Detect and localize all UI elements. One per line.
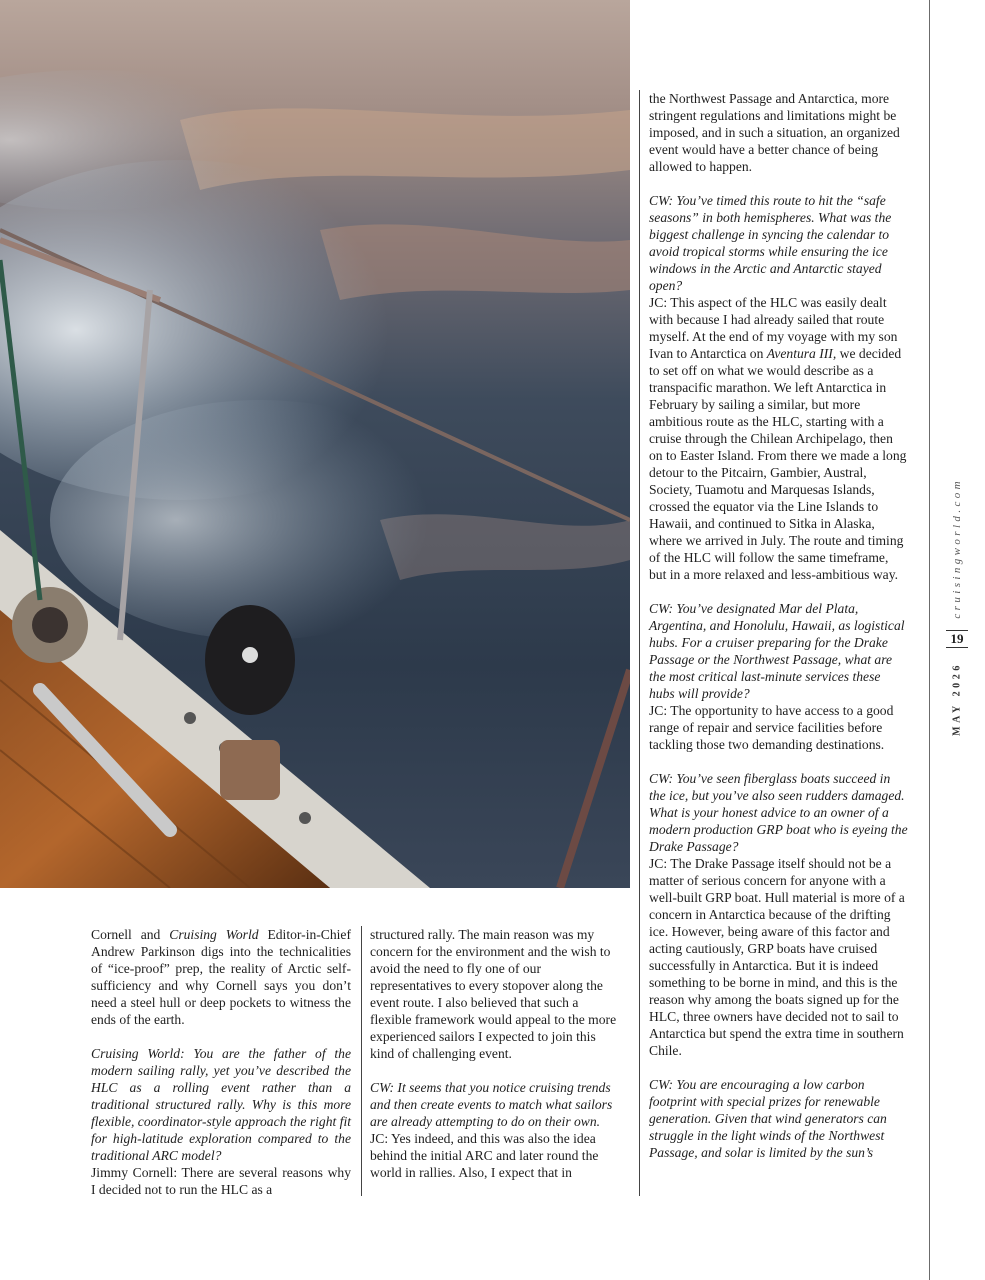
- intro-text: Cornell and: [91, 927, 170, 942]
- article-column-2: [370, 926, 623, 1181]
- hero-photo: [0, 0, 630, 888]
- website-url[interactable]: cruisingworld.com: [951, 478, 963, 619]
- issue-date: MAY 2026: [951, 662, 963, 736]
- page-folio: [940, 470, 974, 760]
- article-column-3: [649, 90, 909, 1161]
- question-4: CW: You’ve designated Mar del Plata, Argentina, and Honolulu, Hawaii, as logistical hubs. For a cruiser preparing for the Drake Passage or the Northwest Passage, what are the most critical last-minute services these hubs will provide?: [649, 601, 905, 701]
- question-1: Cruising World: You are the father of the modern sailing rally, yet you’ve described the HLC as a rolling event rather than a traditional structured rally. Why is this more flexible, coordinator-style approach the right fit for high-latitude exploration compared to the traditional ARC model?: [91, 1046, 351, 1163]
- sailboat-bow-wake-photo: [0, 0, 630, 888]
- question-2: CW: It seems that you notice cruising trends and then create events to match what sailors are already attempting to do on their own.: [370, 1080, 613, 1129]
- answer-3: [649, 294, 909, 583]
- column-divider: [639, 90, 640, 1196]
- question-6: CW: You are encouraging a low carbon footprint with special prizes for renewable generation. Given that wind generators can struggle in the light winds of the Northwest Passage, and solar is limited by the sun’s: [649, 1077, 887, 1160]
- intro-text-cont: Editor-in-Chief Andrew Parkinson digs into the technicalities of “ice-proof” prep, the reality of Arctic self-sufficiency and why Cornell says you don’t need a steel hull or deep pockets to witness the ends of the earth.: [91, 927, 351, 1027]
- answer-5: JC: The Drake Passage itself should not be a matter of serious concern for anyone with a well-built GRP boat. Hull material is more of a concern in Antarctica because of the drifting ice. However, being aware of this factor and acting cautiously, GRP boats have cruised successfully in Antarctica. But it is indeed something to be borne in mind, and this is the reason why among the boats signed up for the HLC, three owners have decided not to sail to Antarctica but spend the extra time in southern Chile.: [649, 856, 905, 1058]
- question-5: CW: You’ve seen fiberglass boats succeed in the ice, but you’ve also seen rudders damaged. What is your honest advice to an owner of a modern production GRP boat who is eyeing the Drake Passage?: [649, 771, 908, 854]
- question-3: CW: You’ve timed this route to hit the “safe seasons” in both hemispheres. What was the biggest challenge in syncing the calendar to avoid tropical storms while ensuring the ice windows in the Arctic and Antarctic stayed open?: [649, 193, 892, 293]
- page-number: 19: [946, 630, 968, 648]
- answer-3-text: JC: This aspect of the HLC was easily dealt with because I had already sailed that route myself. At the end of my voyage with my son Ivan to Antarctica on: [649, 295, 898, 361]
- answer-2-start: JC: Yes indeed, and this was also the idea behind the initial ARC and later round the world in rallies. Also, I expect that in: [370, 1131, 599, 1180]
- answer-2-cont: the Northwest Passage and Antarctica, more stringent regulations and limitations might be imposed, and in such a situation, an organized event would have a better chance of being allowed to happen.: [649, 91, 900, 174]
- answer-3-text-cont: we decided to set off on what we would describe as a transpacific marathon. We left Antarctica in February by sailing a similar, but more ambitious route as the HLC, starting with a cruise through the Chilean Archipelago, then on to Easter Island. From there we made a long detour to the Pitcairn, Gambier, Austral, Society, Tuamotu and Marquesas Islands, crossed the equator via the Line Islands to Hawaii, and continued to Sitka in Alaska, where we arrived in July. The route and timing of the HLC will follow the same timeframe, but in a more relaxed and less-ambitious way.: [649, 346, 907, 582]
- publication-name: Cruising World: [169, 927, 259, 942]
- boat-name: Aventura III,: [766, 346, 837, 361]
- answer-1-cont: structured rally. The main reason was my concern for the environment and the wish to avoid the need to fly one of our representatives to every stopover along the event route. I also believed that such a flexible framework would appeal to the more experienced sailors I expected to join this kind of challenging event.: [370, 927, 617, 1061]
- sidebar-rule: [929, 0, 930, 1280]
- article-column-1: [91, 926, 351, 1198]
- answer-1-start: Jimmy Cornell: There are several reasons why I decided not to run the HLC as a: [91, 1165, 351, 1197]
- intro-paragraph: [91, 926, 351, 1028]
- column-divider: [361, 926, 362, 1196]
- answer-4: JC: The opportunity to have access to a good range of repair and service facilities before tackling those two demanding destinations.: [649, 703, 894, 752]
